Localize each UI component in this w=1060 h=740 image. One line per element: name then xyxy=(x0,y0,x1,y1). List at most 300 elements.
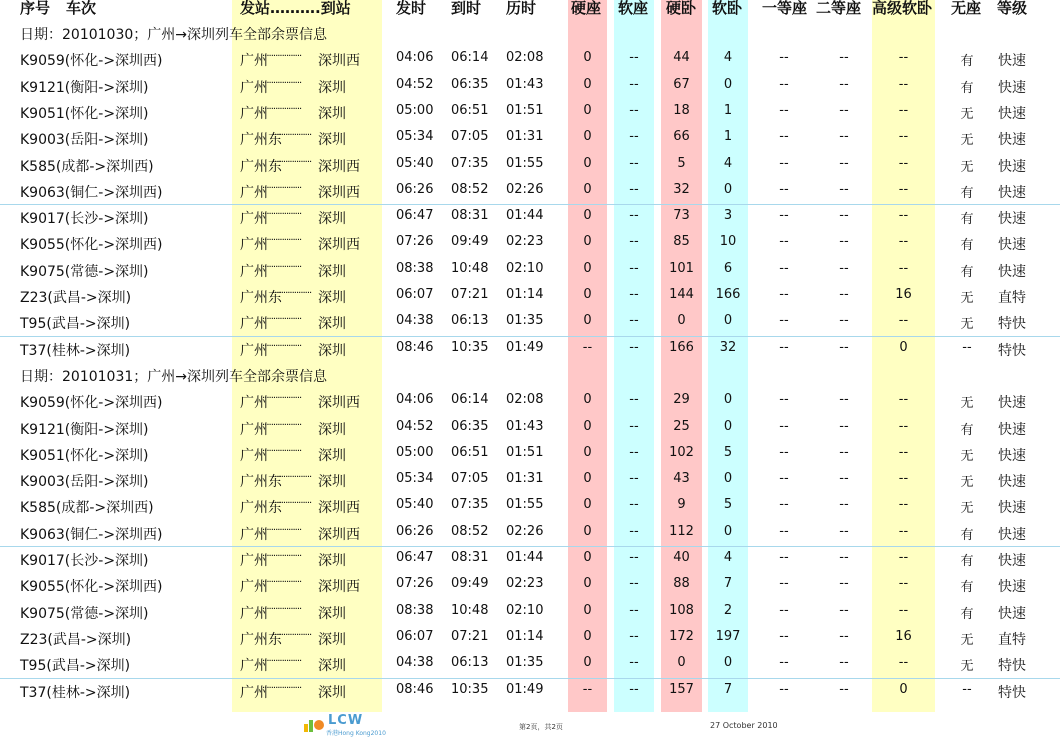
hard-seat-count: 0 xyxy=(583,497,592,513)
train-grade: 快速 xyxy=(998,105,1026,122)
hard-seat-count: 0 xyxy=(583,50,592,66)
depart-time: 04:38 xyxy=(396,313,434,329)
station-dots: .................. xyxy=(262,48,302,60)
second-class-count: -- xyxy=(839,444,849,460)
from-station: 广州 xyxy=(240,105,268,122)
table-row xyxy=(0,74,1060,100)
standing-availability: 无 xyxy=(960,396,974,412)
header-dep: 发时 xyxy=(396,0,427,17)
standing-availability: 有 xyxy=(960,80,974,96)
train-grade: 特快 xyxy=(998,684,1026,701)
duration: 02:08 xyxy=(506,50,544,66)
first-class-count: -- xyxy=(779,681,789,697)
header-dur: 历时 xyxy=(506,0,537,17)
station-dots: .................. xyxy=(272,153,312,165)
soft-sleeper-count: 6 xyxy=(723,260,733,276)
deluxe-sleeper-count: -- xyxy=(898,550,909,565)
from-station: 广州东 xyxy=(240,474,282,491)
hard-sleeper-count: 108 xyxy=(669,602,694,618)
hard-seat-count: 0 xyxy=(583,287,592,302)
duration: 02:08 xyxy=(506,392,544,408)
train-grade: 快速 xyxy=(998,526,1026,543)
table-row xyxy=(0,468,1060,494)
first-class-count: -- xyxy=(779,523,789,539)
first-class-count: -- xyxy=(779,129,789,145)
duration: 02:10 xyxy=(506,602,544,618)
hard-sleeper-count: 73 xyxy=(673,208,690,224)
soft-seat-count: -- xyxy=(629,50,639,66)
soft-seat-count: -- xyxy=(629,155,639,171)
from-station: 广州 xyxy=(240,395,268,412)
duration: 01:43 xyxy=(506,418,544,434)
second-class-count: -- xyxy=(839,497,849,513)
deluxe-sleeper-count: -- xyxy=(898,313,909,329)
first-class-count: -- xyxy=(779,655,789,671)
to-station: 深圳西 xyxy=(318,395,360,412)
from-station: 广州 xyxy=(240,421,268,438)
soft-seat-count: -- xyxy=(629,76,639,92)
train-number: K9051(怀化->深圳) xyxy=(20,447,149,464)
soft-sleeper-count: 197 xyxy=(715,628,741,644)
soft-sleeper-count: 5 xyxy=(723,497,733,513)
table-row xyxy=(0,442,1060,468)
train-number: K9055(怀化->深圳西) xyxy=(20,579,163,596)
station-dots: .................. xyxy=(272,127,312,139)
train-grade: 快速 xyxy=(998,211,1026,228)
deluxe-sleeper-count: -- xyxy=(898,471,909,487)
arrive-time: 07:21 xyxy=(451,287,489,302)
header-hard-sleeper: 硬卧 xyxy=(666,0,697,17)
train-grade: 快速 xyxy=(998,579,1026,596)
arrive-time: 10:35 xyxy=(451,681,489,697)
soft-seat-count: -- xyxy=(629,208,639,224)
second-class-count: -- xyxy=(839,313,849,329)
station-dots: .................. xyxy=(262,179,302,191)
header-deluxe-sleeper: 高级软卧 xyxy=(872,0,933,17)
deluxe-sleeper-count: -- xyxy=(898,155,909,171)
second-class-count: -- xyxy=(839,181,849,197)
first-class-count: -- xyxy=(779,260,789,276)
table-row xyxy=(0,521,1060,547)
arrive-time: 09:49 xyxy=(451,576,489,592)
train-grade: 快速 xyxy=(998,237,1026,254)
deluxe-sleeper-count: -- xyxy=(898,392,909,408)
to-station: 深圳 xyxy=(318,105,346,122)
soft-seat-count: -- xyxy=(629,550,639,565)
first-class-count: -- xyxy=(779,576,789,592)
deluxe-sleeper-count: -- xyxy=(898,50,909,66)
train-number: K9063(铜仁->深圳西) xyxy=(20,526,163,543)
duration: 01:14 xyxy=(506,287,544,302)
deluxe-sleeper-count: -- xyxy=(898,102,909,118)
first-class-count: -- xyxy=(779,444,789,460)
second-class-count: -- xyxy=(839,76,849,92)
train-grade: 快速 xyxy=(998,500,1026,517)
soft-seat-count: -- xyxy=(629,523,639,539)
train-number: K9003(岳阳->深圳) xyxy=(20,132,149,149)
train-number: K9059(怀化->深圳西) xyxy=(20,395,163,412)
station-dots: .................. xyxy=(272,285,312,296)
to-station: 深圳 xyxy=(318,342,346,359)
table-row xyxy=(0,231,1060,257)
hard-seat-count: 0 xyxy=(583,181,592,197)
train-grade: 直特 xyxy=(998,631,1026,648)
table-row xyxy=(0,337,1060,363)
train-number: K9121(衡阳->深圳) xyxy=(20,421,149,438)
standing-availability: 无 xyxy=(960,659,974,675)
depart-time: 04:52 xyxy=(396,76,434,92)
hard-seat-count: 0 xyxy=(583,313,592,329)
train-number: K9121(衡阳->深圳) xyxy=(20,79,149,96)
soft-sleeper-count: 166 xyxy=(715,287,741,302)
soft-sleeper-count: 0 xyxy=(723,471,733,487)
header-first-class: 一等座 xyxy=(762,0,808,17)
depart-time: 06:47 xyxy=(396,550,434,565)
station-dots: .................. xyxy=(262,311,302,323)
deluxe-sleeper-count: -- xyxy=(898,655,909,671)
soft-sleeper-count: 0 xyxy=(723,181,733,197)
from-station: 广州 xyxy=(240,316,268,333)
standing-availability: 无 xyxy=(960,317,974,333)
deluxe-sleeper-count: -- xyxy=(898,260,909,276)
hard-sleeper-count: 88 xyxy=(673,576,690,592)
deluxe-sleeper-count: 16 xyxy=(895,628,912,644)
depart-time: 05:40 xyxy=(396,155,434,171)
first-class-count: -- xyxy=(779,76,789,92)
station-dots: .................. xyxy=(262,521,302,533)
duration: 01:44 xyxy=(506,208,544,224)
second-class-count: -- xyxy=(839,523,849,539)
soft-sleeper-count: 4 xyxy=(723,550,733,565)
train-grade: 快速 xyxy=(998,447,1026,464)
hard-seat-count: 0 xyxy=(583,102,592,118)
soft-seat-count: -- xyxy=(629,260,639,276)
arrive-time: 10:48 xyxy=(451,260,489,276)
deluxe-sleeper-count: -- xyxy=(898,523,909,539)
table-row xyxy=(0,600,1060,626)
duration: 02:26 xyxy=(506,523,544,539)
standing-availability: 有 xyxy=(960,212,974,228)
second-class-count: -- xyxy=(839,208,849,224)
table-row xyxy=(0,389,1060,415)
depart-time: 06:26 xyxy=(396,523,434,539)
deluxe-sleeper-count: -- xyxy=(898,418,909,434)
deluxe-sleeper-count: 0 xyxy=(899,681,908,697)
train-grade: 快速 xyxy=(998,158,1026,175)
train-grade: 快速 xyxy=(998,53,1026,70)
train-number: T95(武昌->深圳) xyxy=(20,658,131,675)
train-number: T37(桂林->深圳) xyxy=(20,684,131,701)
first-class-count: -- xyxy=(779,313,789,329)
train-grade: 快速 xyxy=(998,132,1026,149)
table-header xyxy=(0,0,1060,16)
train-number: K9017(长沙->深圳) xyxy=(20,211,149,228)
arrive-time: 07:35 xyxy=(451,155,489,171)
table-row xyxy=(0,547,1060,573)
train-number: T95(武昌->深圳) xyxy=(20,316,131,333)
hard-seat-count: 0 xyxy=(583,550,592,565)
table-row xyxy=(0,205,1060,231)
hard-sleeper-count: 102 xyxy=(669,444,694,460)
hard-sleeper-count: 85 xyxy=(673,234,690,250)
logo-text: LCW xyxy=(328,713,364,728)
from-station: 广州 xyxy=(240,658,268,675)
second-class-count: -- xyxy=(839,418,849,434)
first-class-count: -- xyxy=(779,181,789,197)
standing-availability: 有 xyxy=(960,606,974,622)
from-station: 广州东 xyxy=(240,500,282,517)
logo-subtext: 香港Hong Kong2010 xyxy=(326,730,386,737)
from-station: 广州 xyxy=(240,553,268,569)
arrive-time: 07:05 xyxy=(451,471,489,487)
first-class-count: -- xyxy=(779,392,789,408)
depart-time: 06:47 xyxy=(396,208,434,224)
train-grade: 特快 xyxy=(998,658,1026,675)
soft-sleeper-count: 10 xyxy=(719,234,737,250)
hard-sleeper-count: 0 xyxy=(677,313,686,329)
from-station: 广州 xyxy=(240,79,268,96)
soft-sleeper-count: 0 xyxy=(723,655,733,671)
to-station: 深圳西 xyxy=(318,579,360,596)
first-class-count: -- xyxy=(779,339,789,355)
train-grade: 快速 xyxy=(998,79,1026,96)
to-station: 深圳 xyxy=(318,211,346,228)
soft-seat-count: -- xyxy=(629,102,639,118)
hard-seat-count: -- xyxy=(582,681,593,697)
first-class-count: -- xyxy=(779,497,789,513)
deluxe-sleeper-count: -- xyxy=(898,181,909,197)
train-number: K9017(长沙->深圳) xyxy=(20,553,149,569)
duration: 02:10 xyxy=(506,260,544,276)
depart-time: 05:40 xyxy=(396,497,434,513)
soft-seat-count: -- xyxy=(629,602,639,618)
depart-time: 07:26 xyxy=(396,234,434,250)
depart-time: 08:38 xyxy=(396,260,434,276)
arrive-time: 06:13 xyxy=(451,313,489,329)
arrive-time: 06:51 xyxy=(451,444,489,460)
hard-seat-count: 0 xyxy=(583,234,592,250)
to-station: 深圳西 xyxy=(318,184,360,201)
hard-seat-count: 0 xyxy=(583,602,592,618)
train-number: K9075(常德->深圳) xyxy=(20,263,149,280)
standing-availability: 有 xyxy=(960,554,974,569)
to-station: 深圳 xyxy=(318,79,346,96)
hard-seat-count: 0 xyxy=(583,628,592,644)
to-station: 深圳 xyxy=(318,684,346,701)
to-station: 深圳 xyxy=(318,263,346,280)
arrive-time: 08:52 xyxy=(451,181,489,197)
standing-availability: 无 xyxy=(960,106,974,122)
standing-availability: 有 xyxy=(960,527,974,543)
hard-sleeper-count: 40 xyxy=(673,550,690,565)
station-dots: .................. xyxy=(262,442,302,454)
soft-sleeper-count: 0 xyxy=(723,313,733,329)
depart-time: 05:34 xyxy=(396,471,434,487)
to-station: 深圳西 xyxy=(318,237,360,254)
depart-time: 04:38 xyxy=(396,655,434,671)
train-grade: 快速 xyxy=(998,395,1026,412)
standing-availability: 有 xyxy=(960,422,974,438)
soft-seat-count: -- xyxy=(629,339,639,355)
second-class-count: -- xyxy=(839,471,849,487)
soft-seat-count: -- xyxy=(629,418,639,434)
from-station: 广州 xyxy=(240,263,268,280)
depart-time: 05:00 xyxy=(396,102,434,118)
to-station: 深圳西 xyxy=(318,526,360,543)
train-grade: 快速 xyxy=(998,263,1026,280)
hard-seat-count: 0 xyxy=(583,471,592,487)
hard-seat-count: -- xyxy=(582,339,593,355)
first-class-count: -- xyxy=(779,628,789,644)
duration: 01:14 xyxy=(506,628,544,644)
soft-sleeper-count: 0 xyxy=(723,392,733,408)
table-row xyxy=(0,494,1060,520)
header-seq: 序号 xyxy=(20,0,51,17)
header-soft-sleeper: 软卧 xyxy=(712,0,743,17)
from-station: 广州 xyxy=(240,684,268,701)
train-number: K585(成都->深圳西) xyxy=(20,500,154,517)
soft-sleeper-count: 7 xyxy=(723,576,733,592)
depart-time: 07:26 xyxy=(396,576,434,592)
second-class-count: -- xyxy=(839,550,849,565)
hard-sleeper-count: 18 xyxy=(673,102,690,118)
table-row xyxy=(0,652,1060,678)
table-row xyxy=(0,284,1060,310)
soft-seat-count: -- xyxy=(629,181,639,197)
soft-seat-count: -- xyxy=(629,392,639,408)
duration: 01:51 xyxy=(506,102,544,118)
lcw-logo xyxy=(300,712,386,737)
header-second-class: 二等座 xyxy=(816,0,862,17)
footer-date: 27 October 2010 xyxy=(710,721,778,730)
depart-time: 06:07 xyxy=(396,287,434,302)
second-class-count: -- xyxy=(839,339,849,355)
arrive-time: 10:48 xyxy=(451,602,489,618)
first-class-count: -- xyxy=(779,550,789,565)
standing-availability: 无 xyxy=(960,475,974,491)
header-station: 发站……….到站 xyxy=(240,0,351,17)
train-grade: 快速 xyxy=(998,474,1026,491)
standing-availability: 无 xyxy=(960,133,974,149)
hard-sleeper-count: 44 xyxy=(673,50,690,66)
station-dots: .................. xyxy=(262,416,302,428)
hard-sleeper-count: 0 xyxy=(677,655,686,671)
hard-sleeper-count: 166 xyxy=(669,339,694,355)
station-dots: .................. xyxy=(262,206,302,218)
arrive-time: 06:35 xyxy=(451,76,489,92)
deluxe-sleeper-count: -- xyxy=(898,208,909,224)
to-station: 深圳西 xyxy=(318,158,360,175)
train-number: K9051(怀化->深圳) xyxy=(20,105,149,122)
depart-time: 05:00 xyxy=(396,444,434,460)
arrive-time: 08:52 xyxy=(451,523,489,539)
table-row xyxy=(0,126,1060,152)
depart-time: 04:06 xyxy=(396,50,434,66)
hard-seat-count: 0 xyxy=(583,76,592,92)
second-class-count: -- xyxy=(839,655,849,671)
hard-seat-count: 0 xyxy=(583,208,592,224)
duration: 02:23 xyxy=(506,234,544,250)
from-station: 广州 xyxy=(240,237,268,254)
arrive-time: 08:31 xyxy=(451,550,489,565)
soft-seat-count: -- xyxy=(629,287,639,302)
standing-availability: 无 xyxy=(960,159,974,175)
hard-sleeper-count: 157 xyxy=(669,681,694,697)
standing-availability: 无 xyxy=(960,632,974,648)
soft-seat-count: -- xyxy=(629,497,639,513)
header-standing: 无座 xyxy=(951,0,982,17)
duration: 01:43 xyxy=(506,76,544,92)
depart-time: 06:26 xyxy=(396,181,434,197)
from-station: 广州 xyxy=(240,447,268,464)
to-station: 深圳西 xyxy=(318,53,360,70)
duration: 01:44 xyxy=(506,550,544,565)
depart-time: 08:46 xyxy=(396,339,434,355)
from-station: 广州 xyxy=(240,579,268,596)
standing-availability: 无 xyxy=(960,501,974,517)
second-class-count: -- xyxy=(839,576,849,592)
logo-mark-icon xyxy=(304,716,326,732)
depart-time: 08:46 xyxy=(396,681,434,697)
station-dots: .................. xyxy=(262,600,302,612)
table-row xyxy=(0,258,1060,284)
hard-seat-count: 0 xyxy=(583,260,592,276)
depart-time: 06:07 xyxy=(396,628,434,644)
from-station: 广州东 xyxy=(240,631,282,648)
train-number: Z23(武昌->深圳) xyxy=(20,631,132,648)
date-title-text: 日期：20101031；广州→深圳列车全部余票信息 xyxy=(20,368,327,385)
train-number: K9003(岳阳->深圳) xyxy=(20,474,149,491)
station-dots: .................. xyxy=(262,574,302,586)
to-station: 深圳 xyxy=(318,658,346,675)
station-dots: .................. xyxy=(262,74,302,86)
table-row xyxy=(0,573,1060,599)
to-station: 深圳 xyxy=(318,421,346,438)
hard-sleeper-count: 43 xyxy=(673,471,690,487)
train-grade: 特快 xyxy=(998,342,1026,359)
soft-sleeper-count: 3 xyxy=(723,208,733,224)
soft-sleeper-count: 0 xyxy=(723,418,733,434)
soft-sleeper-count: 4 xyxy=(723,155,733,171)
soft-sleeper-count: 2 xyxy=(723,602,733,618)
duration: 01:55 xyxy=(506,497,544,513)
station-dots: .................. xyxy=(262,548,302,559)
to-station: 深圳 xyxy=(318,132,346,149)
arrive-time: 07:21 xyxy=(451,628,489,644)
station-dots: .................. xyxy=(272,626,312,638)
deluxe-sleeper-count: 16 xyxy=(895,287,912,302)
hard-sleeper-count: 112 xyxy=(669,523,694,539)
arrive-time: 09:49 xyxy=(451,234,489,250)
soft-seat-count: -- xyxy=(629,471,639,487)
standing-availability: 有 xyxy=(960,238,974,254)
to-station: 深圳 xyxy=(318,631,346,648)
deluxe-sleeper-count: -- xyxy=(898,576,909,592)
train-grade: 直特 xyxy=(998,290,1026,306)
depart-time: 04:52 xyxy=(396,418,434,434)
second-class-count: -- xyxy=(839,602,849,618)
depart-time: 04:06 xyxy=(396,392,434,408)
first-class-count: -- xyxy=(779,208,789,224)
arrive-time: 08:31 xyxy=(451,208,489,224)
first-class-count: -- xyxy=(779,155,789,171)
second-class-count: -- xyxy=(839,260,849,276)
hard-sleeper-count: 32 xyxy=(673,181,690,197)
duration: 01:31 xyxy=(506,129,544,145)
train-number: T37(桂林->深圳) xyxy=(20,342,131,359)
duration: 01:55 xyxy=(506,155,544,171)
station-dots: .................. xyxy=(262,679,302,691)
